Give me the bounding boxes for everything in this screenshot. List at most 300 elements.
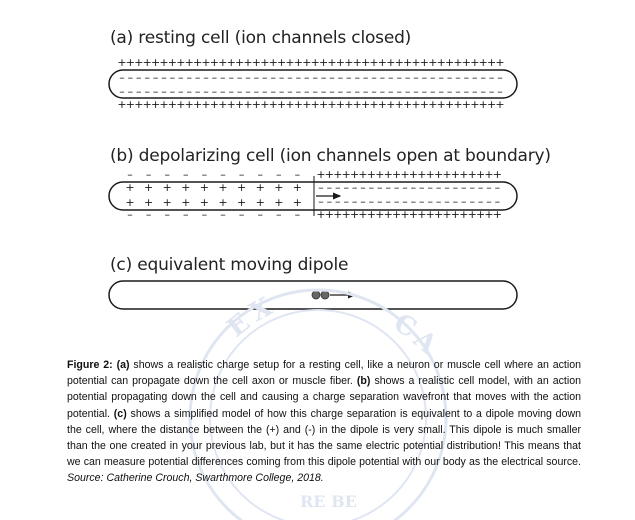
plus-charge: + <box>450 208 461 221</box>
minus-charge: – <box>169 85 176 98</box>
minus-charge: – <box>178 85 184 98</box>
minus-charge: – <box>145 168 152 181</box>
plus-charge: + <box>394 56 404 69</box>
minus-charge: – <box>164 208 170 221</box>
plus-charge: + <box>302 98 312 111</box>
plus-charge: + <box>495 98 505 111</box>
plus-charge: + <box>369 56 379 69</box>
plus-charge: + <box>444 98 455 111</box>
plus-charge: + <box>425 208 435 221</box>
plus-charge: + <box>484 168 494 181</box>
plus-charge: + <box>251 98 262 111</box>
minus-charge: – <box>312 85 318 98</box>
plus-charge: + <box>167 98 178 111</box>
minus-charge: – <box>164 168 170 181</box>
minus-charge: – <box>337 85 344 98</box>
minus-charge: – <box>480 71 486 84</box>
minus-charge: – <box>183 168 189 181</box>
plus-charge: + <box>218 56 228 69</box>
minus-charge: – <box>446 85 453 98</box>
plus-charge: + <box>218 196 228 209</box>
minus-charge: – <box>388 71 394 84</box>
plus-charge: + <box>335 56 346 69</box>
plus-charge: + <box>251 56 262 69</box>
plus-charge: + <box>492 168 503 181</box>
minus-charge: – <box>461 195 467 208</box>
minus-charge: – <box>326 195 333 208</box>
minus-charge: – <box>127 208 133 221</box>
minus-charge: – <box>326 181 333 194</box>
inner-negative-charges-bottom-a <box>119 85 503 98</box>
minus-charge: – <box>253 71 260 84</box>
plus-charge: + <box>453 56 463 69</box>
minus-charge: – <box>385 181 391 194</box>
minus-charge: – <box>178 71 184 84</box>
plus-charge: + <box>324 168 335 181</box>
minus-charge: – <box>360 181 366 194</box>
minus-charge: – <box>318 181 324 194</box>
panel-c-title: (c) equivalent moving dipole <box>110 255 349 275</box>
caption-part-c-tag: (c) <box>113 407 127 420</box>
minus-charge: – <box>455 85 461 98</box>
caption-part-b-text: shows a realistic cell model, with an action potential propagating down the cell and causing a charge separation wavefront that moves with the action potential. <box>67 375 582 420</box>
plus-charge: + <box>470 98 480 111</box>
plus-charge: + <box>218 98 228 111</box>
minus-charge: – <box>393 181 400 194</box>
plus-charge: + <box>159 56 169 69</box>
minus-charge: – <box>304 85 310 98</box>
minus-charge: – <box>304 71 310 84</box>
plus-charge: + <box>324 208 335 221</box>
minus-charge: – <box>294 168 301 181</box>
minus-charge: – <box>245 85 251 98</box>
minus-charge: – <box>169 71 176 84</box>
minus-charge: – <box>351 195 358 208</box>
minus-charge: – <box>368 195 375 208</box>
minus-charge: – <box>318 195 324 208</box>
plus-charge: + <box>318 56 329 69</box>
plus-charge: + <box>486 56 497 69</box>
plus-charge: + <box>255 196 265 209</box>
minus-charge: – <box>238 168 245 181</box>
minus-charge: – <box>220 85 226 98</box>
minus-charge: – <box>371 71 377 84</box>
minus-charge: – <box>127 168 133 181</box>
minus-charge: – <box>262 71 268 84</box>
minus-charge: – <box>294 208 301 221</box>
minus-charge: – <box>312 71 318 84</box>
minus-charge: – <box>245 71 251 84</box>
minus-charge: – <box>427 195 433 208</box>
panel-b-title: (b) depolarizing cell (ion channels open at boundary) <box>110 146 551 166</box>
minus-charge: – <box>455 71 461 84</box>
minus-charge: – <box>346 85 352 98</box>
plus-charge: + <box>125 196 135 209</box>
minus-charge: – <box>276 208 282 221</box>
panel-a-title: (a) resting cell (ion channels closed) <box>110 28 412 48</box>
plus-charge: + <box>360 98 371 111</box>
minus-charge: – <box>362 71 369 84</box>
plus-charge: + <box>184 98 194 111</box>
plus-charge: + <box>125 181 135 194</box>
plus-charge: + <box>400 168 410 181</box>
minus-charge: – <box>145 208 152 221</box>
plus-charge: + <box>236 181 247 194</box>
plus-charge: + <box>302 56 312 69</box>
minus-charge: – <box>421 85 428 98</box>
minus-charge: – <box>144 85 150 98</box>
plus-charge: + <box>425 168 435 181</box>
plus-charge: + <box>411 56 421 69</box>
plus-charge: + <box>310 56 320 69</box>
plus-charge: + <box>218 181 228 194</box>
minus-charge: – <box>385 195 391 208</box>
plus-charge: + <box>408 208 419 221</box>
plus-charge: + <box>492 208 503 221</box>
minus-charge: – <box>253 85 260 98</box>
plus-charge: + <box>433 168 444 181</box>
plus-charge: + <box>276 98 287 111</box>
plus-charge: + <box>467 208 477 221</box>
plus-charge: + <box>293 98 304 111</box>
minus-charge: – <box>194 71 201 84</box>
minus-charge: – <box>211 71 218 84</box>
minus-charge: – <box>497 71 503 84</box>
minus-charge: – <box>335 195 341 208</box>
minus-charge: – <box>438 71 444 84</box>
plus-charge: + <box>201 98 211 111</box>
minus-charge: – <box>152 71 159 84</box>
plus-charge: + <box>292 181 303 194</box>
plus-charge: + <box>162 181 172 194</box>
plus-charge: + <box>400 208 410 221</box>
plus-charge: + <box>408 168 419 181</box>
minus-charge: – <box>295 71 302 84</box>
minus-charge: – <box>346 71 352 84</box>
inner-negative-charges-top-a <box>119 71 503 84</box>
minus-charge: – <box>469 195 475 208</box>
plus-charge: + <box>234 56 245 69</box>
plus-charge: + <box>383 208 393 221</box>
plus-charge: + <box>125 56 136 69</box>
minus-charge: – <box>220 71 226 84</box>
plus-charge: + <box>478 56 488 69</box>
minus-charge: – <box>360 195 366 208</box>
minus-charge: – <box>119 85 125 98</box>
minus-charge: – <box>136 71 142 84</box>
plus-charge: + <box>162 196 172 209</box>
minus-charge: – <box>444 195 450 208</box>
minus-charge: – <box>452 181 459 194</box>
caption-part-a-text: shows a realistic charge setup for a resting cell, like a neuron or muscle cell where an action potential can propagate down the cell axon or muscle fiber. <box>67 359 581 388</box>
plus-charge: + <box>352 98 362 111</box>
minus-charge: – <box>343 195 349 208</box>
minus-charge: – <box>410 195 417 208</box>
plus-charge: + <box>150 98 161 111</box>
minus-charge: – <box>410 181 417 194</box>
minus-charge: – <box>354 71 360 84</box>
minus-charge: – <box>461 181 467 194</box>
plus-charge: + <box>436 56 446 69</box>
minus-charge: – <box>488 71 495 84</box>
minus-charge: – <box>419 195 425 208</box>
plus-charge: + <box>318 98 329 111</box>
minus-charge: – <box>404 71 411 84</box>
minus-charge: – <box>435 195 442 208</box>
plus-charge: + <box>184 56 194 69</box>
minus-charge: – <box>211 85 218 98</box>
minus-charge: – <box>186 85 192 98</box>
plus-charge: + <box>159 98 169 111</box>
plus-charge: + <box>369 98 379 111</box>
outer-positive-charges-bottom-a <box>117 98 504 111</box>
minus-charge: – <box>320 85 327 98</box>
minus-charge: – <box>438 85 444 98</box>
plus-charge: + <box>276 56 287 69</box>
minus-charge: – <box>430 85 436 98</box>
plus-charge: + <box>444 56 455 69</box>
plus-charge: + <box>268 56 278 69</box>
dipole-negative-charge <box>312 291 320 299</box>
minus-charge: – <box>238 208 245 221</box>
plus-charge: + <box>176 98 186 111</box>
minus-charge: – <box>354 85 360 98</box>
plus-charge: + <box>442 208 452 221</box>
minus-charge: – <box>320 71 327 84</box>
plus-charge: + <box>433 208 444 221</box>
minus-charge: – <box>257 168 263 181</box>
minus-charge: – <box>477 195 484 208</box>
plus-charge: + <box>358 208 368 221</box>
plus-charge: + <box>478 98 488 111</box>
plus-charge: + <box>260 56 270 69</box>
plus-charge: + <box>167 56 178 69</box>
plus-charge: + <box>226 98 236 111</box>
plus-charge: + <box>349 168 360 181</box>
plus-charge: + <box>486 98 497 111</box>
plus-charge: + <box>316 208 326 221</box>
plus-charge: + <box>226 56 236 69</box>
plus-charge: + <box>391 168 402 181</box>
plus-charge: + <box>192 98 203 111</box>
minus-charge: – <box>194 85 201 98</box>
plus-charge: + <box>442 168 452 181</box>
minus-charge: – <box>362 85 369 98</box>
minus-charge: – <box>368 181 375 194</box>
plus-charge: + <box>417 208 427 221</box>
plus-charge: + <box>142 56 152 69</box>
plus-charge: + <box>316 168 326 181</box>
plus-charge: + <box>475 208 486 221</box>
plus-charge: + <box>243 56 253 69</box>
minus-charge: – <box>329 85 335 98</box>
plus-charge: + <box>199 181 210 194</box>
plus-charge: + <box>143 196 154 209</box>
minus-charge: – <box>278 71 285 84</box>
plus-charge: + <box>386 56 396 69</box>
plus-charge: + <box>358 168 368 181</box>
minus-charge: – <box>488 85 495 98</box>
minus-charge: – <box>276 168 282 181</box>
minus-charge: – <box>435 181 442 194</box>
plus-charge: + <box>333 168 343 181</box>
minus-charge: – <box>337 71 344 84</box>
plus-charge: + <box>366 168 377 181</box>
minus-charge: – <box>136 85 142 98</box>
plus-charge: + <box>209 98 220 111</box>
minus-charge: – <box>236 71 243 84</box>
minus-charge: – <box>278 85 285 98</box>
plus-charge: + <box>470 56 480 69</box>
outer-positive-charges-top-a <box>117 56 504 69</box>
minus-charge: – <box>497 85 503 98</box>
plus-charge: + <box>268 98 278 111</box>
plus-charge: + <box>209 56 220 69</box>
minus-charge: – <box>393 195 400 208</box>
minus-charge: – <box>201 208 208 221</box>
minus-charge: – <box>152 85 159 98</box>
plus-charge: + <box>341 208 351 221</box>
plus-charge: + <box>386 98 396 111</box>
minus-charge: – <box>270 71 276 84</box>
figure-caption <box>67 357 581 487</box>
plus-charge: + <box>260 98 270 111</box>
plus-charge: + <box>181 196 191 209</box>
minus-charge: – <box>228 71 234 84</box>
plus-charge: + <box>134 56 144 69</box>
plus-charge: + <box>352 56 362 69</box>
plus-charge: + <box>366 208 377 221</box>
caption-source: Source: Catherine Crouch, Swarthmore College, 2018. <box>67 472 324 485</box>
minus-charge: – <box>351 181 358 194</box>
minus-charge: – <box>236 85 243 98</box>
plus-charge: + <box>285 98 295 111</box>
minus-charge: – <box>402 195 408 208</box>
minus-charge: – <box>404 85 411 98</box>
plus-charge: + <box>419 98 430 111</box>
plus-charge: + <box>333 208 343 221</box>
minus-charge: – <box>396 85 402 98</box>
plus-charge: + <box>391 208 402 221</box>
minus-charge: – <box>413 71 419 84</box>
minus-charge: – <box>480 85 486 98</box>
svg-text:C: C <box>388 308 422 345</box>
plus-charge: + <box>450 168 461 181</box>
minus-charge: – <box>379 85 386 98</box>
plus-charge: + <box>134 98 144 111</box>
minus-charge: – <box>144 71 150 84</box>
plus-charge: + <box>475 168 486 181</box>
plus-charge: + <box>181 181 191 194</box>
plus-charge: + <box>143 181 154 194</box>
plus-charge: + <box>176 56 186 69</box>
minus-charge: – <box>377 195 383 208</box>
minus-charge: – <box>127 71 134 84</box>
minus-charge: – <box>161 85 167 98</box>
minus-charge: – <box>444 181 450 194</box>
plus-charge: + <box>394 98 404 111</box>
minus-charge: – <box>335 181 341 194</box>
plus-charge: + <box>349 208 360 221</box>
minus-charge: – <box>486 195 492 208</box>
plus-charge: + <box>150 56 161 69</box>
minus-charge: – <box>446 71 453 84</box>
plus-charge: + <box>243 98 253 111</box>
plus-charge: + <box>360 56 371 69</box>
minus-charge: – <box>427 181 433 194</box>
minus-charge: – <box>329 71 335 84</box>
caption-part-a-tag: (a) <box>116 359 130 371</box>
plus-charge: + <box>461 56 472 69</box>
plus-charge: + <box>375 168 385 181</box>
minus-charge: – <box>183 208 189 221</box>
minus-charge: – <box>203 85 209 98</box>
plus-charge: + <box>377 98 388 111</box>
minus-charge: – <box>463 71 470 84</box>
plus-charge: + <box>327 98 337 111</box>
minus-charge: – <box>472 71 478 84</box>
minus-charge: – <box>421 71 428 84</box>
minus-charge: – <box>287 85 293 98</box>
minus-charge: – <box>371 85 377 98</box>
minus-charge: – <box>270 85 276 98</box>
plus-charge: + <box>484 208 494 221</box>
plus-charge: + <box>274 181 284 194</box>
minus-charge: – <box>477 181 484 194</box>
minus-charge: – <box>295 85 302 98</box>
minus-charge: – <box>419 181 425 194</box>
plus-charge: + <box>125 98 136 111</box>
plus-charge: + <box>461 98 472 111</box>
minus-charge: – <box>494 195 501 208</box>
plus-charge: + <box>495 56 505 69</box>
minus-charge: – <box>262 85 268 98</box>
plus-charge: + <box>453 98 463 111</box>
minus-charge: – <box>402 181 408 194</box>
plus-charge: + <box>201 56 211 69</box>
minus-charge: – <box>486 181 492 194</box>
plus-charge: + <box>255 181 265 194</box>
plus-charge: + <box>236 196 247 209</box>
plus-charge: + <box>335 98 346 111</box>
dipole-positive-charge <box>321 291 329 299</box>
plus-charge: + <box>411 98 421 111</box>
svg-text:RE BE: RE BE <box>300 492 357 511</box>
plus-charge: + <box>375 208 385 221</box>
plus-charge: + <box>341 168 351 181</box>
minus-charge: – <box>396 71 402 84</box>
plus-charge: + <box>428 98 438 111</box>
minus-charge: – <box>472 85 478 98</box>
minus-charge: – <box>228 85 234 98</box>
caption-part-c-text: shows a simplified model of how this charge separation is equivalent to a dipole moving down the cell, where the distance between the (+) and (-) in the dipole is very small. This dipole is much smaller than the one created in your previous lab, but it has the same electric potential distribution! This means that we can measure potential differences coming from this dipole potential with our body as the electrical source. <box>67 407 582 469</box>
minus-charge: – <box>379 71 386 84</box>
plus-charge: + <box>344 56 354 69</box>
caption-part-b-tag: (b) <box>356 375 371 388</box>
plus-charge: + <box>344 98 354 111</box>
minus-charge: – <box>494 181 501 194</box>
plus-charge: + <box>234 98 245 111</box>
plus-charge: + <box>428 56 438 69</box>
minus-charge: – <box>220 168 226 181</box>
minus-charge: – <box>161 71 167 84</box>
svg-text:X: X <box>245 292 278 329</box>
minus-charge: – <box>119 71 125 84</box>
plus-charge: + <box>292 196 303 209</box>
minus-charge: – <box>203 71 209 84</box>
plus-charge: + <box>293 56 304 69</box>
plus-charge: + <box>402 98 413 111</box>
